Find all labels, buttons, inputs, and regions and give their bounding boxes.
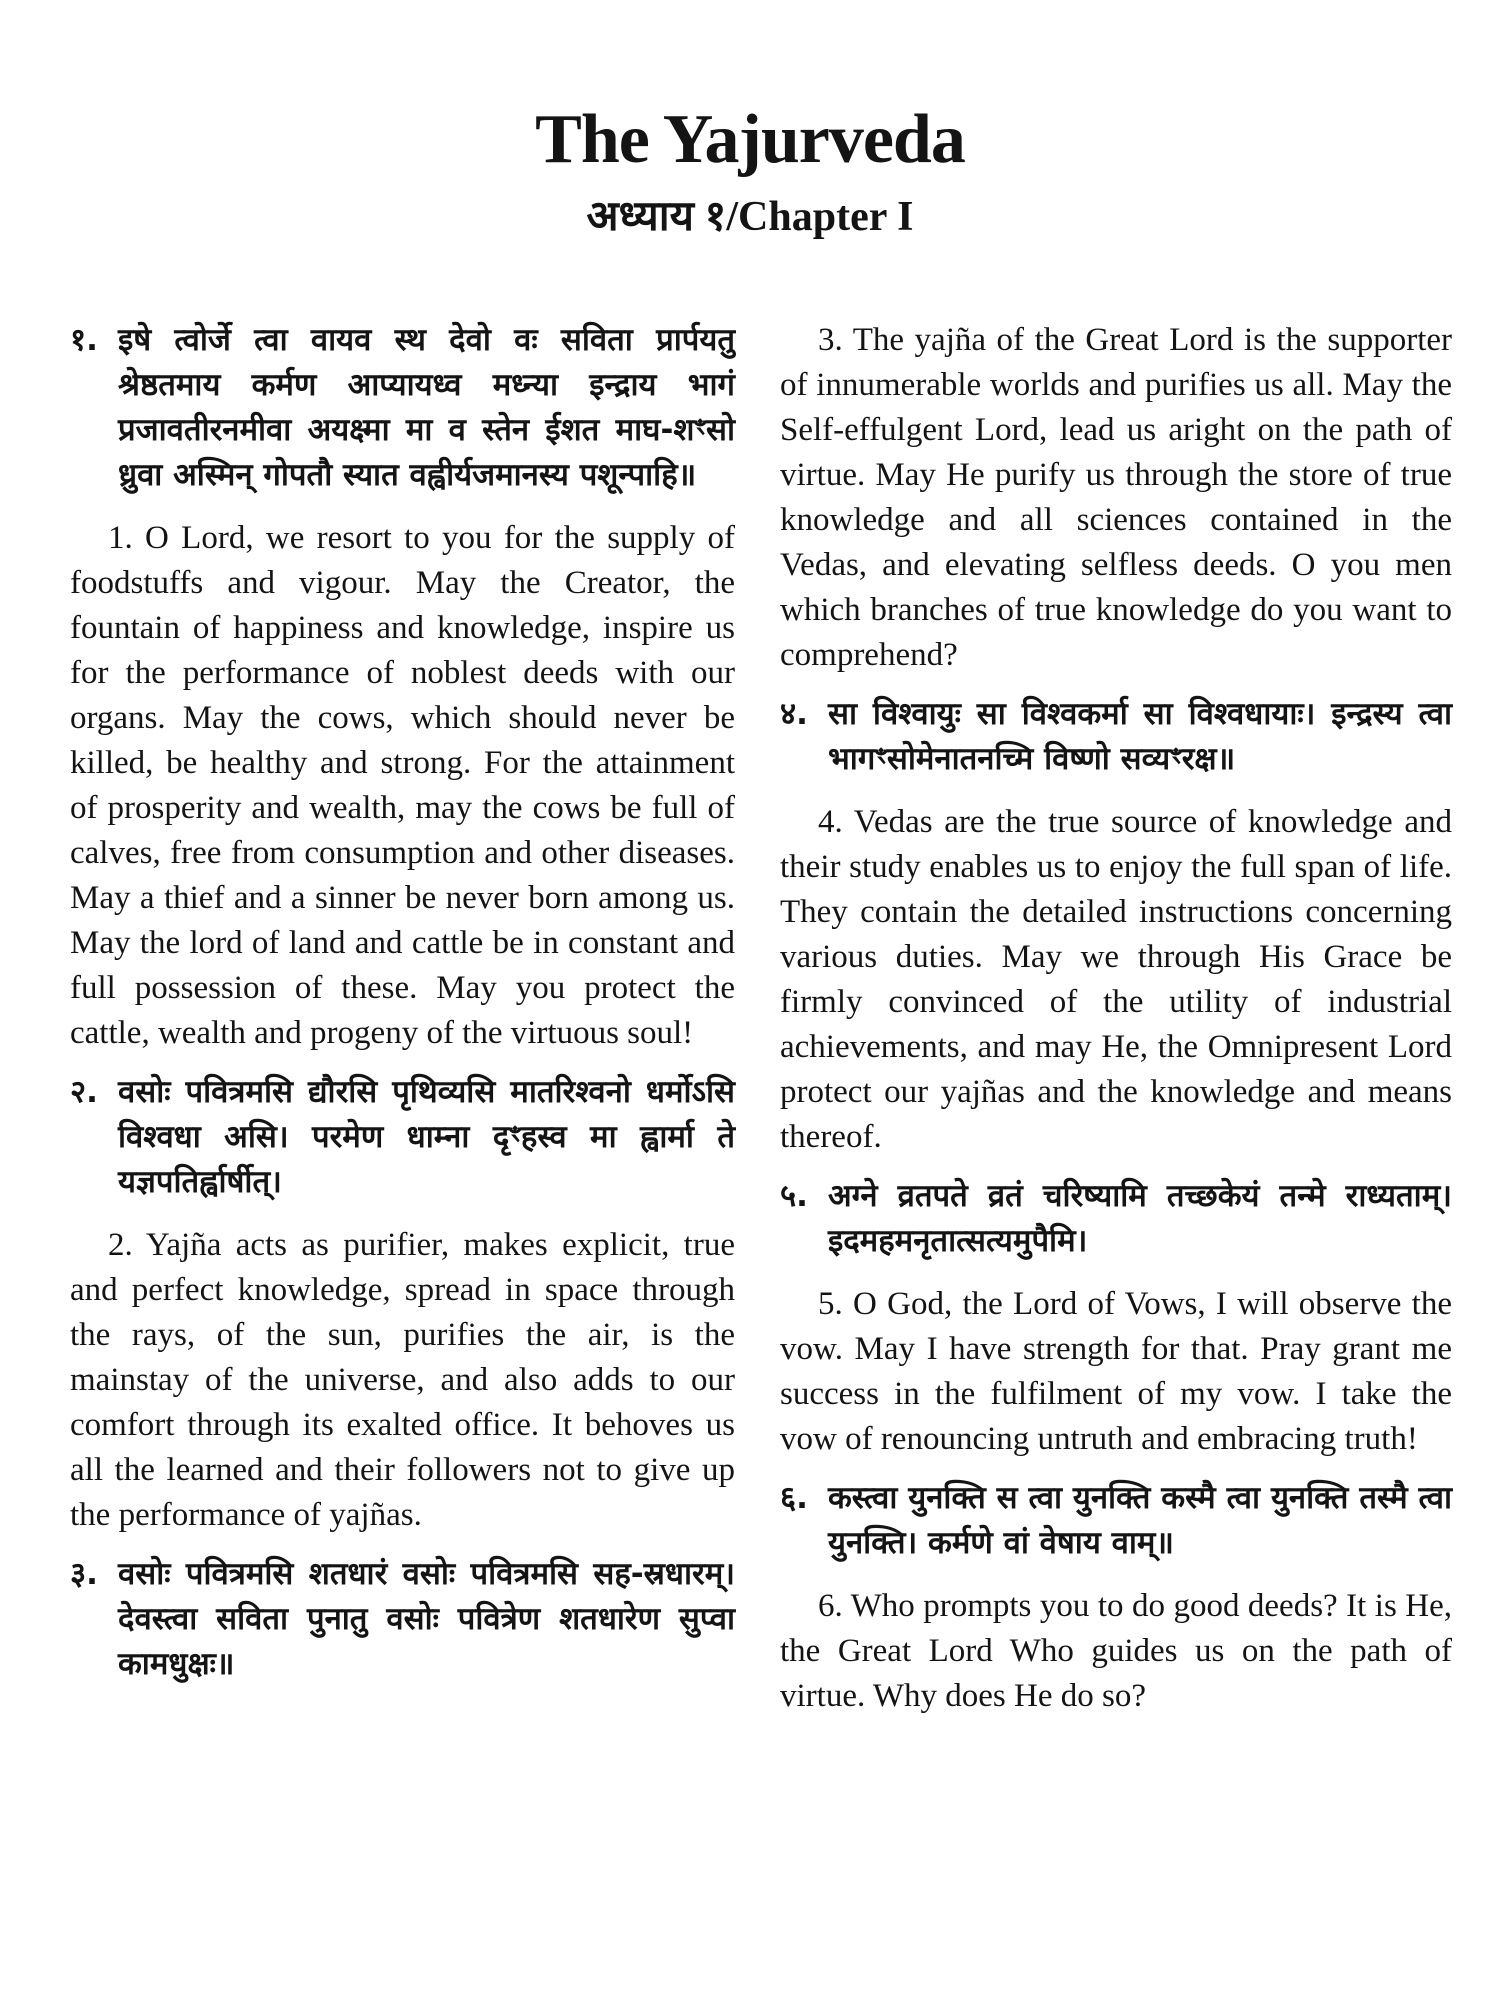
verse-number: ६. — [780, 1480, 808, 1516]
verse-text: इषे त्वोर्जे त्वा वायव स्थ देवो वः सविता प्रार्पयतु श्रेष्ठतमाय कर्मण आप्यायध्व मध्न्या इन्द्राय भागं प्रजावतीरनमीवा अयक्ष्मा मा व स्तेन ईशत माघ-शꣳसो ध्रुवा अस्मिन् गोपतौ स्यात वह्वीर्यजमानस्य पशून्पाहि॥ — [118, 322, 735, 493]
verse-number: २. — [70, 1074, 98, 1110]
translation-6: 6. Who prompts you to do good deeds? It is He, the Great Lord Who guides us on the path of virtue. Why does He do so? — [780, 1588, 1452, 1714]
translation-5: 5. O God, the Lord of Vows, I will observe the vow. May I have strength for that. Pray grant me success in the fulfilment of my vow. I take the vow of renouncing untruth and embracing truth! — [780, 1286, 1452, 1457]
translation-2: 2. Yajña acts as purifier, makes explicit, true and perfect knowledge, spread in space through the rays, of the sun, purifies the air, is the mainstay of the universe, and also adds to our comfort through its exalted office. It behoves us all the learned and their followers not to give up the performance of yajñas. — [70, 1227, 735, 1533]
verse-number: ३. — [70, 1556, 98, 1592]
verse-text: वसोः पवित्रमसि द्यौरसि पृथिव्यसि मातरिश्वनो धर्मोऽसि विश्वधा असि। परमेण धाम्ना दृꣳहस्व मा ह्वार्मा ते यज्ञपतिर्ह्वार्षीत्। — [118, 1074, 735, 1200]
right-column — [780, 318, 1452, 1733]
sanskrit-verse-1 — [70, 318, 735, 498]
verse-number: ४. — [780, 696, 808, 732]
verse-text: वसोः पवित्रमसि शतधारं वसोः पवित्रमसि सह-स्रधारम्। देवस्त्वा सविता पुनातु वसोः पवित्रेण शतधारेण सुप्वा कामधुक्षः॥ — [118, 1556, 735, 1682]
verse-text: कस्त्वा युनक्ति स त्वा युनक्ति कस्मै त्वा युनक्ति तस्मै त्वा युनक्ति। कर्मणे वां वेषाय वाम्॥ — [828, 1480, 1452, 1561]
sanskrit-verse-4 — [780, 692, 1452, 782]
verse-number: १. — [70, 322, 98, 358]
left-column — [70, 318, 735, 1705]
sanskrit-verse-5 — [780, 1174, 1452, 1264]
translation-4: 4. Vedas are the true source of knowledge and their study enables us to enjoy the full span of life. They contain the detailed instructions concerning various duties. May we through His Grace be firmly convinced of the utility of industrial achievements, and may He, the Omnipresent Lord protect our yajñas and the knowledge and means thereof. — [780, 804, 1452, 1155]
translation-3: 3. The yajña of the Great Lord is the supporter of innumerable worlds and purifies us all. May the Self-effulgent Lord, lead us aright on the path of virtue. May He purify us through the store of true knowledge and all sciences contained in the Vedas, and elevating selfless deeds. O you men which branches of true knowledge do you want to comprehend? — [780, 322, 1452, 673]
chapter-subtitle: अध्याय १/Chapter I — [586, 194, 914, 240]
sanskrit-verse-2 — [70, 1070, 735, 1205]
translation-1: 1. O Lord, we resort to you for the supply of foodstuffs and vigour. May the Creator, the fountain of happiness and knowledge, inspire us for the performance of noblest deeds with our organs. May the cows, which should never be killed, be healthy and strong. For the attainment of prosperity and wealth, may the cows be full of calves, free from consumption and other diseases. May a thief and a sinner be never born among us. May the lord of land and cattle be in constant and full possession of these. May you protect the cattle, wealth and progeny of the virtuous soul! — [70, 520, 735, 1051]
page-title: The Yajurveda — [535, 101, 965, 178]
sanskrit-verse-6 — [780, 1476, 1452, 1566]
verse-text: अग्ने व्रतपते व्रतं चरिष्यामि तच्छकेयं तन्मे राध्यताम्। इदमहमनृतात्सत्यमुपैमि। — [828, 1178, 1452, 1259]
sanskrit-verse-3 — [70, 1552, 735, 1687]
verse-number: ५. — [780, 1178, 808, 1214]
verse-text: सा विश्वायुः सा विश्वकर्मा सा विश्वधायाः। इन्द्रस्य त्वा भागꣳसोमेनातनच्मि विष्णो सव्यꣳरक्ष॥ — [828, 696, 1452, 777]
